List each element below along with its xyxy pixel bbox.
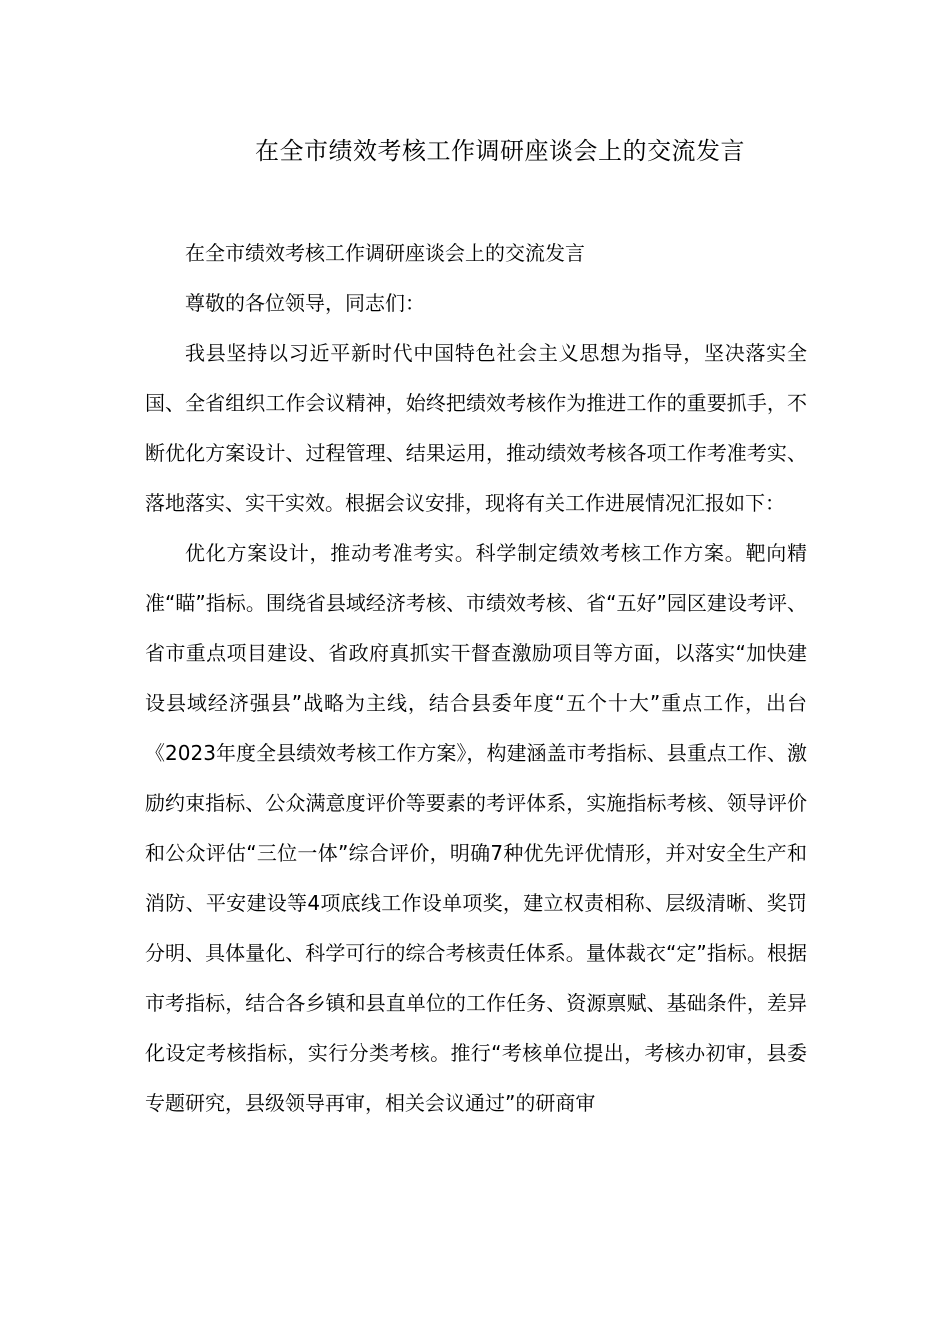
document-title: 在全市绩效考核工作调研座谈会上的交流发言 [255,137,745,165]
paragraph-salutation: 尊敬的各位领导，同志们： [185,291,425,315]
paragraph-heading-repeat: 在全市绩效考核工作调研座谈会上的交流发言 [185,241,585,265]
paragraph-section-one: 优化方案设计，推动考准考实。科学制定绩效考核工作方案。靶向精准“瞄”指标。围绕省县域经济考核、市绩效考核、省“五好”园区建设考评、省市重点项目建设、省政府真抓实干督查激励项目等方面，以落实“加快建设县域经济强县”战略为主线，结合县委年度“五个十大”重点工作，出台《2023年度全县绩效考核工作方案》，构建涵盖市考指标、县重点工作、激励约束指标、公众满意度评价等要素的考评体系，实施指标考核、领导评价和公众评估“三位一体”综合评价，明确7种优先评优情形，并对安全生产和消防、平安建设等4项底线工作设单项奖，建立权责相称、层级清晰、奖罚分明、具体量化、科学可行的综合考核责任体系。量体裁衣“定”指标。根据市考指标，结合各乡镇和县直单位的工作任务、资源禀赋、基础条件，差异化设定考核指标，实行分类考核。推行“考核单位提出，考核办初审，县委专题研究，县级领导再审，相关会议通过”的研商审 [145,541,807,1115]
document-body [145,228,807,1128]
paragraph-intro: 我县坚持以习近平新时代中国特色社会主义思想为指导，坚决落实全国、全省组织工作会议精神，始终把绩效考核作为推进工作的重要抓手，不断优化方案设计、过程管理、结果运用，推动绩效考核各项工作考准考实、落地落实、实干实效。根据会议安排，现将有关工作进展情况汇报如下： [145,341,807,515]
